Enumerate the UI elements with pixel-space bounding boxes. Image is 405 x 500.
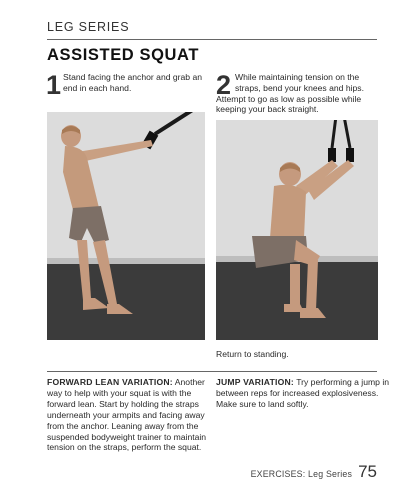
step-2-line: Attempt to go as low as possible while — [216, 93, 362, 104]
variation-line: between reps for increased explosiveness. — [216, 387, 379, 398]
step-2-line: keeping your back straight. — [216, 104, 319, 115]
photo-squat-position — [216, 120, 378, 340]
header-divider — [47, 39, 377, 40]
step-1-number: 1 — [46, 70, 62, 100]
jump-variation — [216, 377, 391, 410]
step-1-line: Stand facing the anchor and grab an — [63, 72, 203, 82]
squat-figure-illustration — [216, 120, 378, 340]
step-2-line: While maintaining tension on the — [235, 72, 360, 82]
step-2-line: straps, bend your knees and hips. — [235, 82, 364, 93]
photo-standing-start — [47, 112, 205, 340]
variation-label: JUMP VARIATION: — [216, 377, 294, 387]
series-heading: LEG SERIES — [47, 20, 130, 34]
step-2-number: 2 — [216, 70, 232, 100]
variation-label: FORWARD LEAN VARIATION: — [47, 377, 173, 387]
page-footer — [251, 462, 377, 482]
variation-line: from the anchor. Leaning away from the — [47, 420, 199, 431]
variation-line: Another — [172, 377, 205, 387]
variation-line: Make sure to land softly. — [216, 398, 309, 409]
standing-figure-illustration — [47, 112, 205, 340]
step-2-text — [216, 72, 386, 115]
variation-line: way to help with your squat is with the — [47, 387, 192, 398]
step-1-text — [63, 72, 202, 94]
variation-line: suspended bodyweight trainer to maintain — [47, 431, 207, 442]
forward-lean-variation — [47, 377, 217, 453]
footer-section-label: EXERCISES: Leg Series — [250, 469, 353, 479]
variations-divider — [47, 371, 377, 372]
step-1-line: end in each hand. — [63, 82, 132, 93]
step-2-caption: Return to standing. — [216, 349, 289, 359]
variation-line: Try performing a jump in — [293, 377, 390, 387]
variation-line: forward lean. Start by holding the straps — [47, 398, 199, 409]
variation-line: tension on the straps, perform the squat. — [47, 442, 202, 453]
variation-line: underneath your armpits and facing away — [47, 409, 205, 420]
exercise-title: ASSISTED SQUAT — [47, 46, 200, 64]
page-number: 75 — [358, 462, 377, 481]
